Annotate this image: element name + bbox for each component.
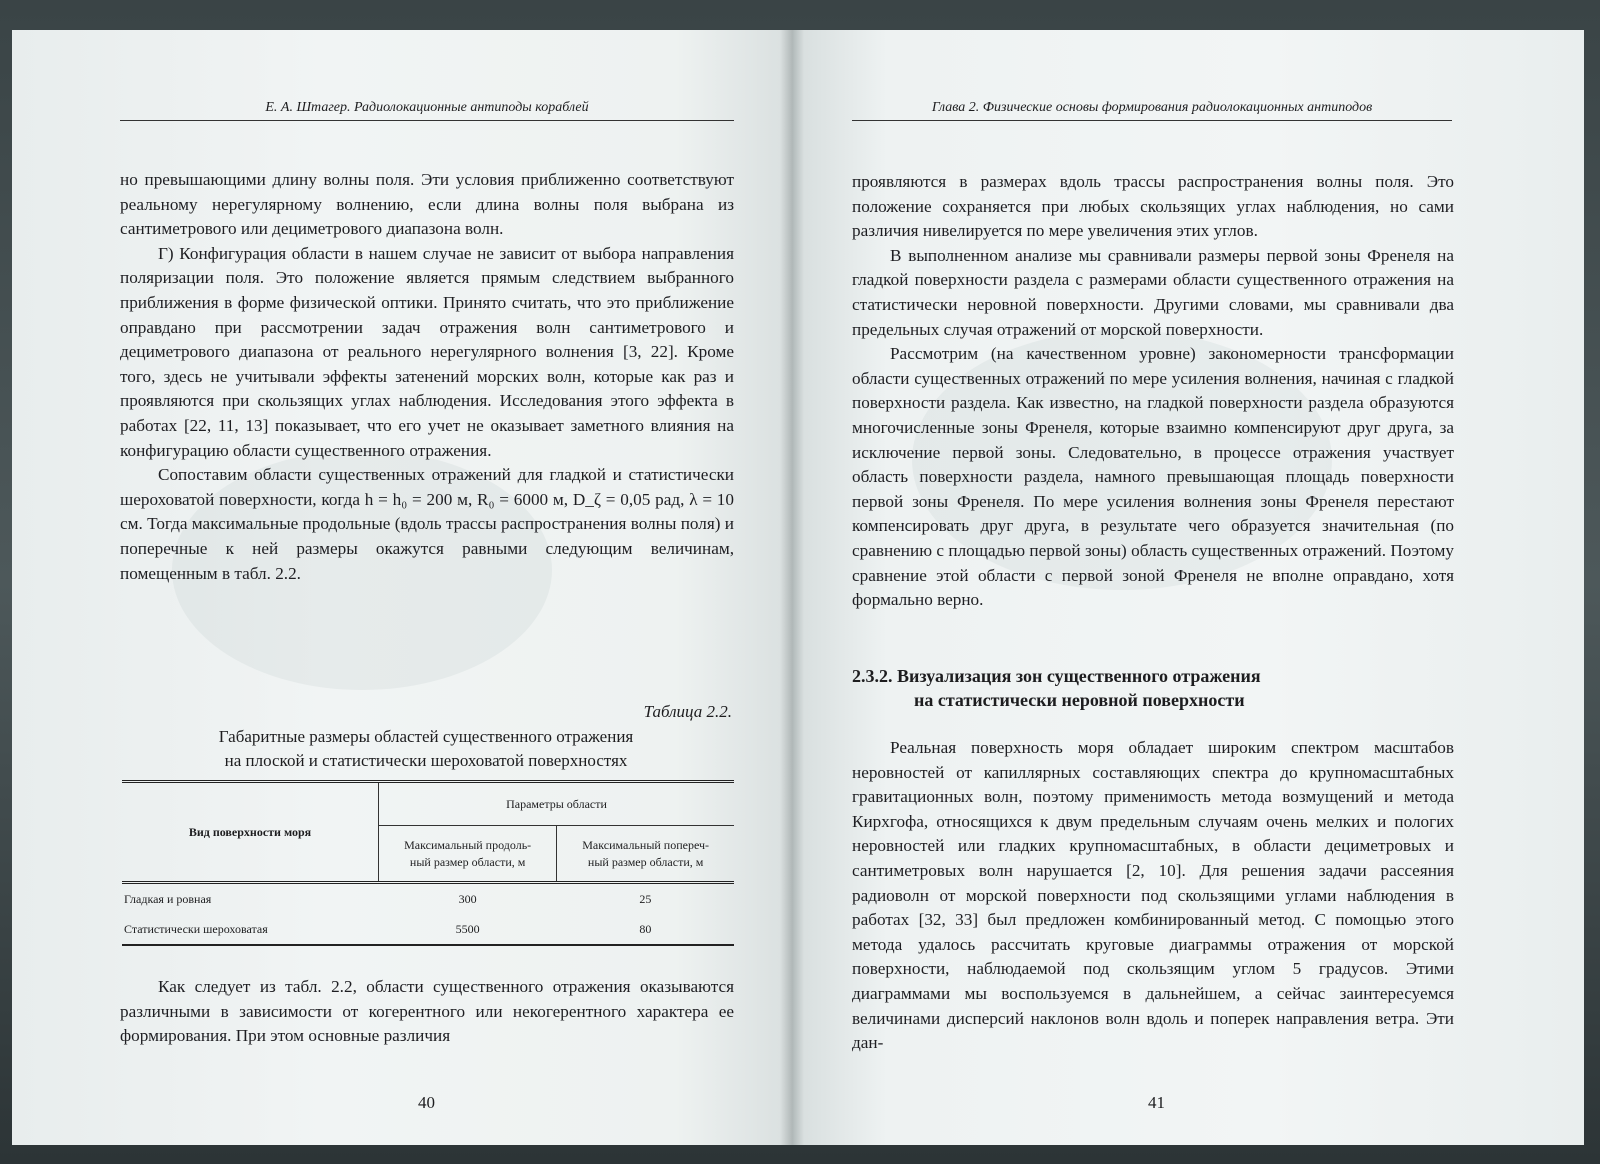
table-title-line-2: на плоской и статистически шероховатой поверхностях <box>224 751 628 770</box>
left-page-number: 40 <box>418 1093 435 1112</box>
right-paragraph-1: проявляются в размерах вдоль трассы распространения волны поля. Это положение сохраняется при любых скользящих углах наблюдения, но сами различия нивелируется по мере увеличения этих углов. <box>852 172 1454 241</box>
table-cell-longitudinal: 5500 <box>379 914 557 945</box>
left-body-text-after-table <box>120 975 734 1049</box>
left-paragraph-3: Сопоставим области существенных отражений для гладкой и статистически шероховатой поверхности, когда h = h₀ = 200 м, R₀ = 6000 м, D_ζ = 0,05 рад, λ = 10 см. Тогда максимальные продольные (вдоль трассы распространения волны поля) и поперечные к ней размеры окажутся равными следующим величинам, помещенным в табл. 2.2. <box>120 465 734 583</box>
table-cell-longitudinal: 300 <box>458 891 477 906</box>
table-header-transverse-line-2: ный размер области, м <box>587 854 704 869</box>
dimensions-table <box>122 780 734 946</box>
right-paragraph-2: В выполненном анализе мы сравнивали размеры первой зоны Френеля на гладкой поверхности раздела с размерами области существенного отражения на статистически неровной поверхности. Другими словами, мы сравнивали два предельных случая отражений от морской поверхности. <box>852 245 1454 339</box>
right-page-number: 41 <box>1148 1093 1165 1112</box>
table-title-line-1: Габаритные размеры областей существенного отражения <box>218 727 634 746</box>
left-paragraph-2: Г) Конфигурация области в нашем случае не зависит от выбора направления поляризации поля. Это положение является прямым следствием выбранного приближения в форме физической оптики. Принято считать, что это приближение оправдано при рассмотрении задач отражения волн сантиметрового и дециметрового диапазона от реального нерегулярного волнения [3, 22]. Кроме того, здесь не учитывали эффекты затенений морских волн, которые как раз и проявляются при скользящих углах наблюдения. Исследования этого эффекта в работах [22, 11, 13] показывает, что его учет не оказывает заметного влияния на конфигурацию области существенного отражения. <box>120 243 734 460</box>
table-cell-transverse: 25 <box>639 891 652 906</box>
right-section-text <box>852 736 1454 1056</box>
left-running-head: Е. А. Штагер. Радиолокационные антиподы кораблей <box>120 100 734 121</box>
table-header-surface: Вид поверхности моря <box>122 782 379 883</box>
table-header-longitudinal-line-2: ный размер области, м <box>409 854 526 869</box>
table-header-longitudinal <box>379 826 557 883</box>
left-paragraph-1: но превышающими длину волны поля. Эти условия приближенно соответствуют реальному нерегулярному волнению, если длина волны поля выбрана из сантиметрового или дециметрового диапазона волн. <box>120 170 734 239</box>
right-paragraph-3: Рассмотрим (на качественном уровне) закономерности трансформации области существенных отражений по мере усиления волнения, начиная с гладкой поверхности раздела. Как известно, на гладкой поверхности раздела образуются многочисленные зоны Френеля, которые взаимно компенсируют друг друга, за исключение первой зоны. Следовательно, в процессе отражения участвует область поверхности раздела, намного превышающая площадь поверхности первой зоны Френеля. По мере усиления волнения зоны Френеля перестают компенсировать друг друга, в результате чего образуется значительная (по сравнению с площадью первой зоны) область существенных отражений. Поэтому сравнение этой области с первой зоной Френеля не вполне оправдано, хотя формально верно. <box>852 344 1454 610</box>
section-heading-line-2: на статистически неровной поверхности <box>914 690 1245 710</box>
right-running-head: Глава 2. Физические основы формирования радиолокационных антиподов <box>852 100 1452 121</box>
table-cell-transverse: 80 <box>557 914 734 945</box>
book-gutter <box>780 30 804 1145</box>
table-title <box>120 725 732 773</box>
left-page <box>12 30 792 1145</box>
left-body-text <box>120 168 734 586</box>
left-paragraph-4: Как следует из табл. 2.2, области существенного отражения оказываются различными в зависимости от когерентного или некогерентного характера ее формирования. При этом основные различия <box>120 977 734 1046</box>
section-heading <box>852 664 1454 712</box>
table-header-transverse <box>557 826 734 883</box>
table-header-parameters: Параметры области <box>379 782 735 826</box>
table-header-longitudinal-line-1: Максимальный продоль- <box>404 837 532 852</box>
table-row <box>122 914 734 945</box>
table-cell-surface: Гладкая и ровная <box>124 891 212 906</box>
right-body-text <box>852 170 1454 613</box>
table-cell-surface: Статистически шероховатая <box>122 914 379 945</box>
right-page <box>792 30 1584 1145</box>
table-header-transverse-line-1: Максимальный попереч- <box>582 837 710 852</box>
right-paragraph-4: Реальная поверхность моря обладает широким спектром масштабов неровностей от капиллярных составляющих спектра до крупномасштабных гравитационных волн, поэтому применимость метода возмущений и метода Кирхгофа, относящихся к двум предельным случаям очень мелких и пологих неровностей или гладких крупномасштабных, в области дециметровых и сантиметровых волн нарушается [2, 10]. Для решения задачи рассеяния радиоволн от морской поверхности под скользящими углами наблюдения в работах [32, 33] был предложен комбинированный метод. С помощью этого метода удалось рассчитать круговые диаграммы отражения от морской поверхности, наблюдаемой под скользящим углом 5 градусов. Этими диаграммами мы воспользуемся в дальнейшем, а сейчас заинтересуемся величинами дисперсий наклонов волн вдоль и поперек направления ветра. Эти дан- <box>852 738 1454 1053</box>
table-row <box>122 883 734 915</box>
book-spread <box>12 30 1584 1145</box>
section-heading-line-1: 2.3.2. Визуализация зон существенного отражения <box>852 666 1261 686</box>
table-label: Таблица 2.2. <box>643 702 732 721</box>
